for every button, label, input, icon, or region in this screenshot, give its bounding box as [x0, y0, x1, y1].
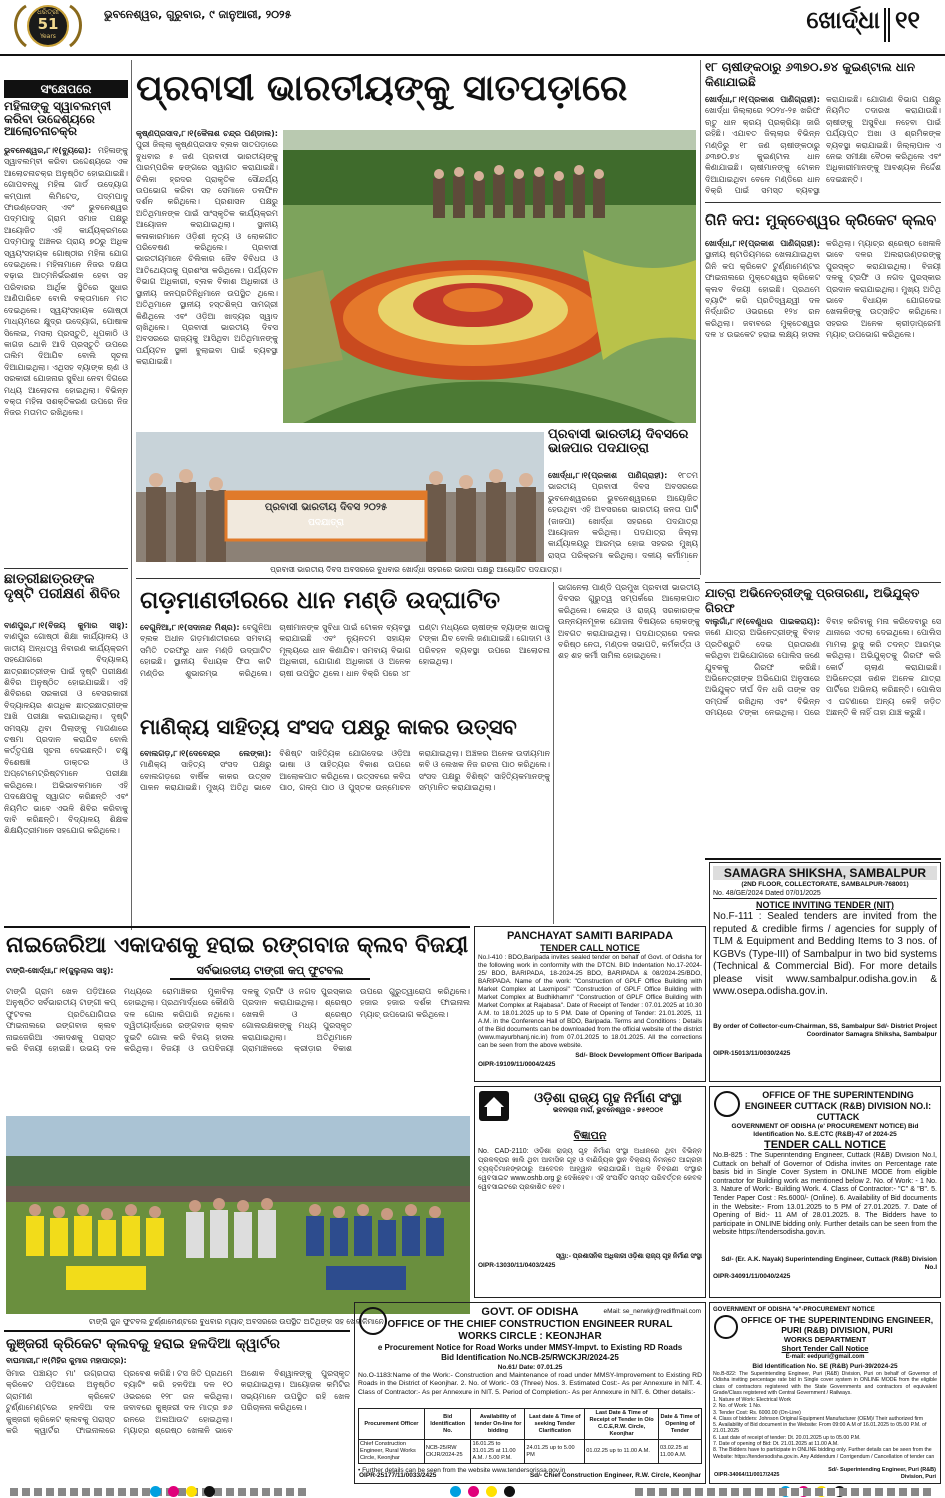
table-header-cell: Bid Identification No. — [424, 1409, 471, 1440]
ad-bid-id: Bid Identification No.NCB-25/RWCKJR/2024-25 — [441, 1353, 619, 1362]
brief-article — [4, 145, 128, 565]
ad-title-2: OFFICE OF THE CHIEF CONSTRUCTION ENGINEER RURAL WORKS CIRCLE : KEONJHAR — [387, 1319, 673, 1342]
registration-mark-icon — [468, 1486, 479, 1497]
tender-ad-panchayat-baripada — [474, 926, 706, 1082]
ad-detail-row: 5. Availability of Bid document in the Website: From 09:00 A.M of 16.01.2025 to 05.00 P.M. of 21.01.2025 — [713, 1422, 927, 1435]
ad-number: No.61/ Date: 07.01.25 — [497, 1364, 563, 1371]
table-cell: Chief Construction Engineer, Rural Works Circle, Keonjhar — [359, 1440, 425, 1464]
ad-bid-id: Bid Identification No. SE (R&B) Puri-39/2024-25 — [752, 1363, 898, 1370]
cricket2-headline: କୁଞ୍ଜରୀ କ୍ରିକେଟ କ୍ଲବକୁ ହରାଇ ହଳଦିଆ କ୍ୱାର୍ଟର — [6, 1336, 281, 1352]
garden-photo — [283, 130, 696, 423]
brief-headline: ମହିଳାଙ୍କୁ ସ୍ୱାବଲମ୍ବୀ କରିବା ଉଦ୍ଦେଶ୍ୟରେ ଆଲୋଚନାଚକ୍ର — [4, 100, 112, 139]
registration-mark-icon — [450, 1486, 461, 1497]
cricket2-dateline: ବାଘମାରୀ,୮।୧(ମିହିର କୁମାର ମହାପାତ୍ର): — [6, 1356, 127, 1365]
table-cell: 24.01.25 up to 5.00 PM — [525, 1440, 585, 1464]
ad-code: OIPR-25177/11/0033/2425 — [359, 1472, 437, 1479]
table-header-cell: Procurement Officer — [359, 1409, 425, 1440]
cricket1-dateline: ଖୋର୍ଦ୍ଧା,୮।୧(ପ୍ରକାଶ ପାଣିଗ୍ରାହୀ): — [705, 239, 820, 248]
ad-title: GOVT. OF ODISHA — [481, 1306, 579, 1318]
lead-headline: ପ୍ରବାସୀ ଭାରତୀୟଙ୍କୁ ସାତପଡ଼ାରେ — [136, 68, 628, 109]
ad-body: No.B-825 : The Superintending Engineer, Cuttack (R&B) Division No.I, Cuttack on behalf of Governor of Odisha invites on Percentage rate basis bid in Single Cover System in ONLINE MODE from eligible contractor for Building work as mentioned below 2. No. of Work: - 1 No. 3. Nature of Work:- Building Work. 4. Class of Contractor:- "C" & "B". 5. Tender Paper Cost : Rs.6000/- (Online). 6. Availability of Bid documents in the Website:- From 13.01.2025 to 5 PM of 27.01.2025. 7. Date of Opening of Bid:- 11 AM of 28.01.2025. 8. The Bidders have to participate in ONLINE bidding only. Further details can be seen from the website https://tendersodisha.gov.in. — [713, 1152, 937, 1237]
anniversary-badge-icon — [8, 2, 88, 50]
sahitya-body: ମାଣିକ୍ୟ ସାହିତ୍ୟ ସଂସଦ ପକ୍ଷରୁ ବୋଲଗଡ଼ରେ ବାର୍ଷିକ କାକର ଉତ୍ସବ ପାଳନ କରାଯାଇଛି। ମୁଖ୍ୟ ଅତିଥି ଭାବେ ବିଶିଷ୍ଟ ସାହିତ୍ୟିକ ଯୋଗଦେଇ ଓଡ଼ିଆ ଭାଷା ଓ ସାହିତ୍ୟର ବିକାଶ ଉପରେ ଆଲୋକପାତ କରିଥିଲେ। ଉତ୍ସବରେ କବିତା ପାଠ, ଗଳ୍ପ ପାଠ ଓ ପୁସ୍ତକ ଉନ୍ମୋଚନ କରାଯାଇଥିଲା। ଅଞ୍ଚଳର ଅନେକ ଉଦୀୟମାନ କବି ଓ ଲେଖକ ନିଜ ରଚନା ପାଠ କରିଥିଲେ। ସଂସଦ ପକ୍ଷରୁ ବିଶିଷ୍ଟ ସାହିତ୍ୟିକମାନଙ୍କୁ ସମ୍ମାନିତ କରାଯାଇଥିଲା। — [140, 749, 550, 793]
sahitya-dateline: ବୋଲଗଡ଼,୮।୧(ଦେବେନ୍ଦ୍ର ଲେଙ୍କା): — [140, 749, 272, 758]
ad-code: OIPR-19109/11/0004/2425 — [478, 1061, 556, 1068]
ad-notice: NOTICE INVITING TENDER (NIT) — [756, 900, 894, 910]
page-number: ୧୧ — [895, 6, 921, 34]
brief-headline-2: ଛାତ୍ରୀଛାତ୍ରଙ୍କ ଦୃଷ୍ଟି ପରୀକ୍ଷଣ ଶିବିର — [4, 572, 121, 602]
ad-code: OIPR-34064/11/0017/2425 — [714, 1472, 780, 1478]
ad-signature: Sd/- Block Development Officer Baripada — [575, 1052, 702, 1059]
badge-number: 51 — [37, 15, 59, 33]
ad-subtitle: WORKS DEPARTMENT — [783, 1335, 867, 1344]
ad-number: No. 48/GE/2024 Dated 07/01/2025 — [713, 889, 937, 899]
ad-note: • Further details can be seen from the website www.tendersorissa.gov.in — [358, 1467, 566, 1474]
ad-detail-rows — [713, 1397, 937, 1447]
cricket1-body: ସ୍ଥାନୀୟ ଷ୍ଟାଡିୟମରେ ଖେଳାଯାଇଥିବା ଗିନି କପ କ୍ରିକେଟ ଟୁର୍ଣ୍ଣାମେଣ୍ଟର ଫାଇନାଲରେ ମୁକ୍ତେଶ୍ୱର କ୍ରିକେଟ କ୍ଲବ ବିଜୟୀ ହୋଇଛି। ପ୍ରଥମେ ବ୍ୟାଟିଂ କରି ପ୍ରତିଦ୍ୱନ୍ଦ୍ୱୀ ଦଳ ନିର୍ଦ୍ଧାରିତ ଓଭରରେ ୧୨୪ ରନ କରିଥିଲା। ଜବାବରେ ମୁକ୍ତେଶ୍ୱର ଦଳ ୪ ଉଇକେଟ ହରାଇ ଲକ୍ଷ୍ୟ ହାସଲ କରିଥିଲା। ମ୍ୟାଚ୍‌ର ଶ୍ରେଷ୍ଠ ଖେଳାଳି ଭାବେ ଦଳର ଅଲରାଉଣ୍ଡରଙ୍କୁ ପୁରସ୍କୃତ କରାଯାଇଥିଲା। ବିଜୟୀ ଦଳକୁ ଟ୍ରଫି ଓ ନଗଦ ପୁରସ୍କାର ପ୍ରଦାନ କରାଯାଇଥିଲା। ମୁଖ୍ୟ ଅତିଥି ଭାବେ ବିଧାୟକ ଯୋଗଦେଇ ଖେଳାଳିଙ୍କୁ ଉତ୍ସାହିତ କରିଥିଲେ। ସହରର ଅନେକ କ୍ରୀଡ଼ାପ୍ରେମୀ ମ୍ୟାଚ୍ ଉପଭୋଗ କରିଥିଲେ। — [705, 239, 941, 340]
tender-schedule-table — [358, 1408, 702, 1464]
lead-article — [136, 128, 278, 428]
masthead — [0, 0, 945, 54]
yatra-headline: ଯାତ୍ରା ଅଭିନେତ୍ରୀଙ୍କୁ ପ୍ରତାରଣା, ଅଭିଯୁକ୍ତ ଗିରଫ — [705, 586, 920, 614]
issue-date: ଭୁବନେଶ୍ୱର, ଗୁରୁବାର, ୯ ଜାନୁଆରୀ, ୨୦୨୫ — [104, 8, 292, 21]
table-header-cell: Last date & Time of seeking Tender Clarification — [525, 1409, 585, 1440]
sahitya-headline: ମାଣିକ୍ୟ ସାହିତ୍ୟ ସଂସଦ ପକ୍ଷରୁ କାକର ଉତ୍ସବ — [140, 715, 517, 739]
ad-body: No.B-822: The Superintending Engineer, Puri (R&B) Division, Puri on behalf of Governor of Odisha inviting percentage rate bid in Single cover system in ONLINE MODE from the eligible class of contractors registered with the State Governments and contractors of equivalent Grade/Class registered with Central Government / Railways. — [713, 1371, 937, 1396]
ad-email: E-mail: eedpuri@gmail.com — [785, 1354, 865, 1360]
padayatra-article-continued: ଭାଗନେଲା ପାଣ୍ଡି ପ୍ରମୁଖ ପ୍ରବାସୀ ଭାରତୀୟ ଦିବସର ଗୁରୁତ୍ୱ ସମ୍ପର୍କରେ ଆଲୋକପାତ କରିଥିଲେ। କେନ୍ଦ୍ର ଓ ରାଜ୍ୟ ସରକାରଙ୍କ ଉନ୍ନୟନମୂଳକ ଯୋଜନା ବିଷୟରେ ଲୋକଙ୍କୁ ଅବଗତ କରାଯାଇଥିଲା। ପଦଯାତ୍ରାରେ ଦଳର ବରିଷ୍ଠ ନେତା, ମଣ୍ଡଳ ସଭାପତି, କର୍ମକର୍ତ୍ତା ଓ ଶହ ଶହ କର୍ମୀ ସାମିଲ ହୋଇଥିଲେ। — [558, 583, 700, 661]
tender-ad-puri-rb — [709, 1302, 941, 1484]
registration-mark-icon — [168, 1486, 179, 1497]
badge-sub-text: Years — [40, 33, 56, 40]
ad-body: No.O-1183:Name of the Work:- Construction and Maintenance of road under MMSY-Improvement to Existing RD Roads in the District of Keonjhar. 2. No. of Work:- 03 (Three) Nos. 3. Estimated Cost:- As per Annexure in NIT. 4. Class of Contractor:- As per Annexure in NIT. 5. Period of Completion:- As per Annexure in NIT. 6. Other details:- — [358, 1372, 702, 1396]
ad-detail-row: 4. Class of bidders: Johnson Original Equipment Manufacturer (OEM)/ Their authorized firm — [713, 1415, 924, 1422]
registration-mark-icon — [504, 1486, 515, 1497]
tender-ad-cuttack-rb — [709, 1086, 941, 1298]
ad-signature: ସ୍ୱା:- ପ୍ରଶାସନିକ ଅଧିକାରୀ ଓଡ଼ିଶା ରାଜ୍ୟ ଗୃହ ନିର୍ମାଣ ସଂସ୍ଥା — [555, 1253, 702, 1260]
odisha-emblem-icon — [359, 1307, 387, 1335]
mandi-body: ବେଗୁନିଆ ବ୍ଲକ ଅଧୀନ ଗଡ଼ମାଣତୀରରେ ସମବାୟ ସମିତି ତରଫରୁ ଧାନ ମଣ୍ଡି ଉଦ୍‌ଘାଟିତ ହୋଇଛି। ସ୍ଥାନୀୟ ବିଧାୟକ ଫିତା କାଟି ମଣ୍ଡିର ଶୁଭାରମ୍ଭ କରିଥିଲେ। ଚାଷୀମାନଙ୍କ ସୁବିଧା ପାଇଁ ଟୋକନ ବ୍ୟବସ୍ଥା କରାଯାଇଛି ଏବଂ ନ୍ୟୁନତମ ସହାୟକ ମୂଲ୍ୟରେ ଧାନ କିଣାଯିବ। ସମବାୟ ବିଭାଗ ଅଧିକାରୀ, ଯୋଗାଣ ଅଧିକାରୀ ଓ ଅନେକ ଚାଷୀ ଉପସ୍ଥିତ ଥିଲେ। ଧାନ ବିକ୍ରି ପରେ ୪୮ ଘଣ୍ଟା ମଧ୍ୟରେ ଚାଷୀଙ୍କ ବ୍ୟାଙ୍କ ଖାତାକୁ ଟଙ୍କା ଯିବ ବୋଲି ଜଣାଯାଇଛି। ଗୋଦାମ ଓ ପରିବହନ ବ୍ୟବସ୍ଥା ଉପରେ ଆଲୋଚନା ହୋଇଥିଲା। — [140, 623, 550, 678]
ad-top-line: GOVERNMENT OF ODISHA "e"-PROCUREMENT NOTICE — [713, 1307, 875, 1313]
lead-body: ପୁରୀ ଜିଲ୍ଲା କୃଷ୍ଣପ୍ରସାଦ ବ୍ଲକ ସାତପଡ଼ାରେ ବୁଧବାର ୫ ଜଣ ପ୍ରବାସୀ ଭାରତୀୟଙ୍କୁ ପାରମ୍ପରିକ ଢଙ୍ଗରେ ସ୍ୱାଗତ କରାଯାଇଛି। ଚିଲିକା ହ୍ରଦର ପ୍ରାକୃତିକ ସୌନ୍ଦର୍ଯ୍ୟ ଉପଭୋଗ କରିବା ସହ ସେମାନେ ଡଲଫିନ ଦର୍ଶନ କରିଥିଲେ। ପ୍ରଶାସନ ପକ୍ଷରୁ ଅତିଥିମାନଙ୍କ ପାଇଁ ସାଂସ୍କୃତିକ କାର୍ଯ୍ୟକ୍ରମ ଆୟୋଜନ କରାଯାଇଥିଲା। ସ୍ଥାନୀୟ କଳାକାରମାନେ ଓଡ଼ିଶୀ ନୃତ୍ୟ ଓ ଲୋକଗୀତ ପରିବେଷଣ କରିଥିଲେ। ପ୍ରବାସୀ ଭାରତୀୟମାନେ ଚିଲିକାର ଜୈବ ବିବିଧତା ଓ ଆତିଥେୟତାକୁ ପ୍ରଶଂସା କରିଥିଲେ। ପର୍ଯ୍ୟଟନ ବିଭାଗ ଅଧିକାରୀ, ବ୍ଲକ ବିକାଶ ଅଧିକାରୀ ଓ ସ୍ଥାନୀୟ ଜନପ୍ରତିନିଧିମାନେ ଉପସ୍ଥିତ ଥିଲେ। ଅତିଥିମାନେ ସ୍ଥାନୀୟ ହସ୍ତଶିଳ୍ପ ସାମଗ୍ରୀ କିଣିଥିଲେ ଏବଂ ଓଡ଼ିଆ ଖାଦ୍ୟର ସ୍ୱାଦ ଚାଖିଥିଲେ। ପ୍ରବାସୀ ଭାରତୀୟ ଦିବସ ଅବସରରେ ରାଜ୍ୟକୁ ଆସିଥିବା ଅତିଥିମାନଙ୍କୁ ପର୍ଯ୍ୟଟନ ସ୍ଥଳୀ ବୁଲାଇବା ପାଇଁ ବ୍ୟବସ୍ଥା କରାଯାଇଛି। — [136, 140, 278, 367]
table-header-cell: Availability of tender On-line for bidding — [471, 1409, 525, 1440]
registration-mark-icon — [150, 1486, 161, 1497]
ad-title: OFFICE OF THE SUPERINTENDING ENGINEER CUTTACK (R&B) DIVISION NO.I: CUTTACK — [744, 1090, 932, 1122]
cricket1-headline: ଗିନି କପ: ମୁକ୍ତେଶ୍ୱର କ୍ରିକେଟ କ୍ଲବ — [705, 211, 937, 229]
ad-body: No.I-410 : BDO,Baripada invites sealed tender on behalf of Govt. of Odisha for the following work in conformity with the DTCN. BID Indentation No.17-2024-25/ BDO, BARIPADA, 18-2024-25 BDO, BARIPADA & 08/2024-25/BDO, BARIPADA. Name of the work: "Construction of GPLF Office Building with Market Complex at Laxmiposi" "Construction of GPLF Office Building with Market Complex at Budhikhamri" "Construction of GPLF Office Building with Market Complex at Rajabasa". Date of Receipt of Tender : 07.01.2025 at 10.30 A.M. to 18.01.2025 up to 5 PM. Date of Opening of Tender: 21.01.2025, 11 A.M. in the Conference Hall of BDO, Baripada. Terms and Conditions : Details of the Bid documents can be downloaded from the official website of the district (www.mayurbhanj.nic.in) from 07.01.2025 to 18.01.2025. All the corrections can be seen from the above website. — [478, 954, 702, 1049]
padayatra-dateline: ଖୋର୍ଦ୍ଧା,୮।୧(ପ୍ରକାଶ ପାଣିଗ୍ରାହୀ): — [548, 471, 668, 480]
ad-subtitle: e Procurement Notice for Road Works under MMSY-Impvt. to Existing RD Roads — [377, 1343, 683, 1352]
ad-address: (2ND FLOOR, COLLECTORATE, SAMBALPUR-768001) — [741, 881, 909, 888]
padayatra-headline: ପ୍ରବାସୀ ଭାରତୀୟ ଦିବସରେ ଭାଜପାର ପଦଯାତ୍ରା — [548, 428, 689, 456]
ad-body: No.F-111 : Sealed tenders are invited from the reputed & credible firms / agencies for supply of TLM & Equipment and Bedding Items to 3 nos. of KGBVs (Type-III) of Sambalpur in two bid systems (Technical & Commercial Bid). For more details please visit www.sambalpur.odisha.gov.in & www.osepa.odisha.gov.in. — [713, 911, 937, 997]
table-header-cell: Date & Time of Opening of Tender — [658, 1409, 701, 1440]
brief-dateline: ଭୁବନେଶ୍ୱର,୮।୧(ବ୍ୟୁରୋ): — [4, 146, 92, 155]
football-article: ଟାଙ୍ଗି ଗ୍ରାମ ଖେଳ ପଡ଼ିଆରେ ଅନୁଷ୍ଠିତ ସର୍ବଭାରତୀୟ ଟାଙ୍ଗୀ କପ୍ ଫୁଟବଲ ପ୍ରତିଯୋଗିତାର ଫାଇନାଲରେ ରଙ୍ଗବାଜ କ୍ଲବ ନାଇଜେରିଆ ଏକାଦଶକୁ ପରାସ୍ତ କରି ବିଜୟୀ ହୋଇଛି। ଉଭୟ ଦଳ ମଧ୍ୟରେ ରୋମାଞ୍ଚକର ମୁକାବିଲା ହୋଇଥିଲା। ପ୍ରଥମାର୍ଦ୍ଧରେ କୌଣସି ଦଳ ଗୋଲ କରିପାରି ନଥିଲେ। ଦ୍ୱିତୀୟାର୍ଦ୍ଧରେ ରଙ୍ଗବାଜ କ୍ଲବ ଦୁଇଟି ଗୋଲ କରି ବିଜୟ ହାସଲ କରିଥିଲା। ବିଜୟୀ ଓ ଉପବିଜୟୀ ଦଳକୁ ଟ୍ରଫି ଓ ନଗଦ ପୁରସ୍କାର ପ୍ରଦାନ କରାଯାଇଥିଲା। ଶ୍ରେଷ୍ଠ ଖେଳାଳି ଓ ଶ୍ରେଷ୍ଠ ଗୋଲରକ୍ଷକଙ୍କୁ ମଧ୍ୟ ପୁରସ୍କୃତ କରାଯାଇଥିଲା। ଅତିଥିମାନେ ଗ୍ରାମାଞ୍ଚଳରେ କ୍ରୀଡ଼ାର ବିକାଶ ଉପରେ ଗୁରୁତ୍ୱାରୋପ କରିଥିଲେ। ହଜାର ହଜାର ଦର୍ଶକ ଫାଇନାଲ ମ୍ୟାଚ୍ ଉପଭୋଗ କରିଥିଲେ। — [6, 987, 470, 1054]
table-cell: 01.02.25 up to 11.00 A.M. — [585, 1440, 659, 1464]
table-cell: 16.01.25 to 31.01.25 at 11.00 A.M. / 5.00 P.M. — [471, 1440, 525, 1464]
rally-photo-caption: ପ୍ରବାସୀ ଭାରତୀୟ ଦିବସ ଅବସରରେ ବୁଧବାର ଖୋର୍ଦ୍ଧା ସହରରେ ଭାଜପା ପକ୍ଷରୁ ଆୟୋଜିତ ପଦଯାତ୍ରା। — [270, 565, 562, 574]
odisha-emblem-icon — [714, 1315, 738, 1339]
table-header-cell: Last Date & Time of Receipt of Tender in O/o C.C.E,R.W. Circle, Keonjhar — [585, 1409, 659, 1440]
registration-mark-icon — [486, 1486, 497, 1497]
sahitya-article — [140, 748, 550, 848]
printer-color-strip — [0, 1486, 945, 1498]
football-subhead: ସର୍ବଭାରତୀୟ ଟାଙ୍ଗୀ କପ୍ ଫୁଟବଲ — [170, 964, 370, 980]
yatra-body: ଜଣେ ଯାତ୍ରା ଅଭିନେତ୍ରୀଙ୍କୁ ବିବାହ ପ୍ରତିଶ୍ରୁତି ଦେଇ ପ୍ରତାରଣା କରିଥିବା ଅଭିଯୋଗରେ ପୋଲିସ ଜଣେ ଯୁବକକୁ ଗିରଫ କରିଛି। ଅଭିନେତ୍ରୀଙ୍କ ଅଭିଯୋଗ ଅନୁସାରେ ଅଭିଯୁକ୍ତ ଦୀର୍ଘ ଦିନ ଧରି ତାଙ୍କ ସହ ସମ୍ପର୍କ ରଖିଥିଲା ଏବଂ ବିଭିନ୍ନ ସମୟରେ ଟଙ୍କା ନେଇଥିଲା। ପରେ ବିବାହ କରିବାକୁ ମନା କରିଦେବାରୁ ସେ ଥାନାରେ ଏତଲା ଦେଇଥିଲେ। ପୋଲିସ ମାମଲା ରୁଜୁ କରି ତଦନ୍ତ ଆରମ୍ଭ କରିଥିଲା। ଅଭିଯୁକ୍ତକୁ ଗିରଫ କରି କୋର୍ଟ ଚାଲାଣ କରାଯାଇଛି। ଅଭିନେତ୍ରୀ ଜଣକ ଅନେକ ଯାତ୍ରା ପାର୍ଟିରେ ଅଭିନୟ କରିଛନ୍ତି। ପୋଲିସ ଏ ଘଟଣାରେ ଅନ୍ୟ କେହି ଜଡ଼ିତ ଅଛନ୍ତି କି ନାହିଁ ତାହା ଯାଞ୍ଚ କରୁଛି। — [705, 617, 941, 718]
ad-detail-row: 7. Date of opening of Bid: Dt. 21.01.2025 at 11.00 A.M. — [713, 1441, 839, 1448]
section-name: ଖୋର୍ଦ୍ଧା — [806, 6, 880, 34]
ad-odisha-housing-board — [474, 1086, 706, 1298]
ad-subtitle: TENDER CALL NOTICE — [540, 943, 640, 953]
odisha-emblem-icon — [714, 1091, 740, 1117]
ad-signature: Sd/- (Er. A.K. Nayak) Superintending Engineer, Cuttack (R&B) Division No.I — [721, 1256, 937, 1271]
ad-note: 8. The Bidders have to participate in ONLINE bidding only. Further details can be seen from the Website: https://tendersodisha.gov.in. Any Addendum / Corrigendum / Cancellation of tender can — [713, 1447, 935, 1460]
brief-article-2 — [4, 620, 128, 930]
ad-signature: By order of Collector-cum-Chairman, SS, Sambalpur Sd/- District Project Coordinator Samagra Shiksha, Sambalpur — [713, 1023, 937, 1038]
ad-detail-row: 2. No. of Work: 1 No. — [713, 1403, 762, 1410]
tender-ad-keonjhar-rw — [354, 1302, 706, 1484]
football-dateline: ଟାଙ୍ଗି-ଖୋର୍ଦ୍ଧା,୮।୧(ଜୁଲୁଲାଲ ସାହୁ): — [6, 966, 114, 975]
housing-emblem-icon — [479, 1091, 509, 1121]
table-cell: NCB-25/RW CKJR/2024-25 — [424, 1440, 471, 1464]
ad-code: OIPR-34091/11/0040/2425 — [713, 1273, 791, 1280]
banner-subtext: ପଦଯାତ୍ରା — [308, 518, 344, 528]
registration-mark-icon — [204, 1486, 215, 1497]
ad-title: OFFICE OF THE SUPERINTENDING ENGINEER, PURI (R&B) DIVISION, PURI — [740, 1315, 934, 1335]
ad-detail-row: 1. Nature of Work: Electrical Work — [713, 1397, 791, 1403]
mandi-article — [140, 622, 550, 708]
ad-signature: Sd/- Chief Construction Engineer, R.W. Circle, Keonjhar — [529, 1472, 701, 1479]
ad-detail-row: 3. Tender Cost: Rs. 6000.00 (On-Line) — [713, 1409, 801, 1416]
football-team-photo — [6, 1116, 470, 1314]
badge-top-text: ଧରିତ୍ରୀ — [37, 8, 59, 16]
crop-headline: ୧୮ ଚାଷୀଙ୍କଠାରୁ ୬୩୭୦.୭୪ କୁଇଣ୍ଟାଲ ଧାନ କିଣାଯାଇଛି — [705, 60, 916, 89]
ad-email: eMail: se_nerwkjr@rediffmail.com — [603, 1308, 701, 1315]
yatra-article — [705, 616, 941, 854]
brief-dateline-2: ବାଣପୁର,୮।୧(ବିଜୟ କୁମାର ସାହୁ): — [4, 621, 128, 630]
ad-code: OIPR-13030/11/0403/2425 — [478, 1262, 556, 1269]
ad-code: OIPR-15013/11/0030/2425 — [713, 1050, 791, 1057]
ad-detail-row: 6. Last date of receipt of tender: Dt. 20.01.2025 up to 05.00 P.M. — [713, 1434, 861, 1441]
cricket1-article — [705, 238, 941, 580]
banner-text: ପ୍ରବାସୀ ଭାରତୀୟ ଦିବସ ୨୦୨୫ — [264, 502, 388, 513]
football-headline: ନାଇଜେରିଆ ଏକାଦଶକୁ ହରାଇ ରଙ୍ଗବାଜ କ୍ଲବ ବିଜୟୀ — [6, 933, 469, 958]
ad-subtitle: GOVERNMENT OF ODISHA (e' PROCUREMENT NOTICE) Bid Identification No. S.E.CTC (R&B)-47 of 2024-25 — [731, 1123, 919, 1138]
registration-mark-icon — [186, 1486, 197, 1497]
table-cell: 03.02.25 at 11.00 A.M. — [658, 1440, 701, 1464]
ad-title: PANCHAYAT SAMITI BARIPADA — [506, 930, 674, 942]
padayatra-article — [548, 470, 698, 562]
mandi-dateline: ବେଗୁନିଆ,୮।୧(ସଦାନନ୍ଦ ମିଶ୍ର): — [140, 623, 240, 632]
rally-photo — [136, 432, 544, 562]
tender-ad-samagra-shiksha — [709, 862, 941, 1082]
ad-title: ଓଡ଼ିଶା ରାଜ୍ୟ ଗୃହ ନିର୍ମାଣ ସଂସ୍ଥା — [534, 1090, 682, 1105]
ad-body: No. CAD-2110: ଓଡ଼ିଶା ରାଜ୍ୟ ଗୃହ ନିର୍ମାଣ ସଂସ୍ଥା ଅଧୀନରେ ଥିବା ବିଭିନ୍ନ ପ୍ରକଳ୍ପର ଖାଲି ଥିବା ଆବାସିକ ଗୃହ ଓ ବାଣିଜ୍ୟିକ ସ୍ଥାନ ବିକ୍ରୟ ନିମନ୍ତେ ଆଗ୍ରହୀ ବ୍ୟକ୍ତିମାନଙ୍କଠାରୁ ଆବେଦନ ଆହ୍ୱାନ କରାଯାଉଛି। ଅଧିକ ବିବରଣୀ ସଂସ୍ଥାର ୱେବସାଇଟ www.oshb.org ରୁ ଦେଖିହେବ। ଏହି ସଂପର୍କିତ ସମସ୍ତ ପରିବର୍ତ୍ତନ କେବଳ ୱେବସାଇଟରେ ପ୍ରକାଶିତ ହେବ। — [478, 1148, 702, 1191]
ad-address: ଭବନରାଜ ମାର୍ଗ, ଭୁବନେଶ୍ୱର - ୭୫୧୦୦୧ — [552, 1107, 664, 1114]
brief-body-2: ବାଣପୁର ଗୋଷ୍ଠୀ ଶିକ୍ଷା କାର୍ଯ୍ୟାଳୟ ଓ ଜାତୀୟ ଅନ୍ଧତ୍ୱ ନିବାରଣ କାର୍ଯ୍ୟକ୍ରମ ସହଯୋଗରେ ବିଦ୍ୟାଳୟ ଛାତ୍ରଛାତ୍ରୀଙ୍କ ପାଇଁ ଦୃଷ୍ଟି ପରୀକ୍ଷଣ ଶିବିର ଅନୁଷ୍ଠିତ ହୋଇଯାଇଛି। ଏହି ଶିବିରରେ ସରକାରୀ ଓ ବେସରକାରୀ ବିଦ୍ୟାଳୟର ଶତାଧିକ ଛାତ୍ରଛାତ୍ରୀଙ୍କ ଆଖି ପରୀକ୍ଷା କରାଯାଇଥିଲା। ଦୃଷ୍ଟି ସମସ୍ୟା ଥିବା ପିଲାଙ୍କୁ ମାଗଣାରେ ଚଷମା ପ୍ରଦାନ କରାଯିବ ବୋଲି କର୍ତ୍ତୃପକ୍ଷ ସୂଚନା ଦେଇଛନ୍ତି। ଚକ୍ଷୁ ବିଶେଷଜ୍ଞ ଡାକ୍ତର ଓ ଅପ୍ଟୋମେଟ୍ରିଷ୍ଟମାନେ ପରୀକ୍ଷା କରିଥିଲେ। ଅଭିଭାବକମାନେ ଏହି ପଦକ୍ଷେପକୁ ସ୍ୱାଗତ କରିଛନ୍ତି ଏବଂ ନିୟମିତ ଭାବେ ଏଭଳି ଶିବିର କରିବାକୁ ଦାବି କରିଛନ୍ତି। ବିଦ୍ୟାଳୟ ଶିକ୍ଷକ ଶିକ୍ଷୟିତ୍ରୀମାନେ ସହଯୋଗ କରିଥିଲେ। — [4, 632, 128, 836]
football-photo-caption: ଟାଙ୍ଗି ଜୁନ ଫୁଟବଲ ଟୁର୍ଣ୍ଣାମେଣ୍ଟରେ ବୁଧବାର ମ୍ୟାଚ୍ ଅବସରରେ ଉପସ୍ଥିତ ଅତିଥିଙ୍କ ସହ ଖେଳାଳିମାନେ। — [88, 1317, 388, 1326]
cricket2-article: ସିମାର ପଞ୍ଚାୟତ ମା' ଉଗ୍ରତାରା କ୍ରିକେଟ ପଡ଼ିଆରେ ଅନୁଷ୍ଠିତ ଗ୍ରାମୀଣ କ୍ରିକେଟ ଟୁର୍ଣ୍ଣାମେଣ୍ଟରେ ହଳଦିଆ ଦଳ କୁଞ୍ଜରୀ କ୍ରିକେଟ କ୍ଲବକୁ ପରାସ୍ତ କରି କ୍ୱାର୍ଟର ଫାଇନାଲରେ ପ୍ରବେଶ କରିଛି। ଟସ ଜିତି ପ୍ରଥମେ ବ୍ୟାଟିଂ କରି ହଳଦିଆ ଦଳ ୧୦ ଓଭରରେ ୧୨୮ ରନ କରିଥିଲା। ଜବାବରେ କୁଞ୍ଜରୀ ଦଳ ମାତ୍ର ୭୬ ରନରେ ଅଲଆଉଟ ହୋଇଥିଲା। ମ୍ୟାଚ୍‌ର ଶ୍ରେଷ୍ଠ ଖେଳାଳି ଭାବେ ଅଶୋକ ବିଶ୍ୱାଳଙ୍କୁ ପୁରସ୍କୃତ କରାଯାଇଥିଲା। ଆୟୋଜକ କମିଟିର ସଭ୍ୟମାନେ ଉପସ୍ଥିତ ରହି ଖେଳ ପରିଚାଳନା କରିଥିଲେ। — [6, 1369, 350, 1436]
crop-body: ଖୋର୍ଦ୍ଧା ଜିଲ୍ଲାରେ ୨୦୨୪-୨୫ ଖରିଫ ଋତୁ ଧାନ କ୍ରୟ ପ୍ରକ୍ରିୟା ଜାରି ରହିଛି। ଏଯାବତ ଜିଲ୍ଲାର ବିଭିନ୍ନ ମଣ୍ଡିରୁ ୧୮ ଜଣ ଚାଷୀଙ୍କଠାରୁ ୬୩୭୦.୭୪ କୁଇଣ୍ଟାଲ ଧାନ କିଣାଯାଇଛି। ଚାଷୀମାନଙ୍କୁ ଟୋକନ ଦିଆଯାଇଥିବା ବେଳେ ମଣ୍ଡିରେ ଧାନ ବିକ୍ରି ପାଇଁ ସମସ୍ତ ବ୍ୟବସ୍ଥା କରାଯାଇଛି। ଯୋଗାଣ ବିଭାଗ ପକ୍ଷରୁ ନିୟମିତ ତଦାରଖ କରାଯାଉଛି। ଚାଷୀଙ୍କୁ ଅସୁବିଧା ନହେବା ପାଇଁ ପର୍ଯ୍ୟାପ୍ତ ଅଖା ଓ ଶ୍ରମିକଙ୍କ ବ୍ୟବସ୍ଥା କରାଯାଇଛି। ଜିଲ୍ଲାପାଳ ଏ ନେଇ ସମୀକ୍ଷା ବୈଠକ କରିଥିଲେ ଏବଂ ଅଧିକାରୀମାନଙ୍କୁ ଆବଶ୍ୟକ ନିର୍ଦ୍ଦେଶ ଦେଇଛନ୍ତି। — [705, 95, 941, 196]
brief-label: ସଂକ୍ଷେପରେ — [4, 80, 128, 98]
ad-subtitle: ବିଜ୍ଞାପନ — [573, 1130, 607, 1142]
ad-notice: TENDER CALL NOTICE — [763, 1139, 887, 1151]
crop-dateline: ଖୋର୍ଦ୍ଧା,୮।୧(ପ୍ରକାଶ ପାଣିଗ୍ରାହୀ): — [705, 95, 820, 104]
yatra-dateline: ବାଲୁଗାଁ,୮।୧(ବେଣୁଧର ପାଇକରାୟ): — [705, 617, 820, 626]
mandi-headline: ଗଡ଼ମାଣତୀରରେ ଧାନ ମଣ୍ଡି ଉଦ୍‌ଘାଟିତ — [140, 586, 501, 614]
crop-article — [705, 94, 941, 198]
brief-body: ମହିଳାଙ୍କୁ ସ୍ୱାବଲମ୍ବୀ କରିବା ଉଦ୍ଦେଶ୍ୟରେ ଏକ ଆଲୋଚନାଚକ୍ର ଅନୁଷ୍ଠିତ ହୋଇଯାଇଛି। ଗୋପବନ୍ଧୁ ମହିଳା ଗାର୍ଡ ଉଦ୍ୟୋଗ କମ୍ପାନୀ ଲିମିଟେଡ୍, ପଦ୍ମପାଦୁ ଫାଉଣ୍ଡେସନ୍ ଏବଂ ଭୁବନେଶ୍ୱର ପଦ୍ମପାଦୁ ଗ୍ରାମ ସମାଜ ପକ୍ଷରୁ ଆୟୋଜିତ ଏହି କାର୍ଯ୍ୟକ୍ରମରେ ପଦ୍ମପାଦୁ ଅଞ୍ଚଳର ପ୍ରାୟ ୭୦ରୁ ଅଧିକ ସ୍ୱୟଂସହାୟକ ଗୋଷ୍ଠୀର ମହିଳା ଯୋଗ ଦେଇଥିଲେ। ମହିଳାମାନେ ନିଜର ଦକ୍ଷତା ବଢ଼ାଇ ଆତ୍ମନିର୍ଭରଶୀଳ ହେବା ସହ ପରିବାରର ଆର୍ଥିକ ସ୍ଥିତିରେ ସୁଧାର ଆଣିପାରିବେ ବୋଲି ବକ୍ତାମାନେ ମତ ଦେଇଥିଲେ। ସ୍ୱୟଂସହାୟକ ଗୋଷ୍ଠୀ ମାଧ୍ୟମରେ କ୍ଷୁଦ୍ର ଉଦ୍ୟୋଗ, ପୋଷାକ ସିଲେଇ, ମସଲା ପ୍ରସ୍ତୁତି, ଧୂପକାଠି ଓ କାଗଜ ଥୋଳି ଆଦି ପ୍ରସ୍ତୁତି ଉପରେ ତାଲିମ ଦିଆଯିବ ବୋଲି ସୂଚନା ଦିଆଯାଇଥିଲା। ଏଥିସହ ବ୍ୟାଙ୍କ ଋଣ ଓ ସରକାରୀ ଯୋଜନାର ସୁବିଧା ନେବା ଦିଗରେ ମଧ୍ୟ ଆଲୋଚନା ହୋଇଥିଲା। ବିଭିନ୍ନ ବକ୍ତା ମହିଳା ସଶକ୍ତିକରଣ ଉପରେ ନିଜ ନିଜର ମତାମତ ରଖିଥିଲେ। — [4, 146, 128, 418]
ad-title: SAMAGRA SHIKSHA, SAMBALPUR — [713, 866, 937, 880]
lead-dateline: କୃଷ୍ଣପ୍ରସାଦ,୮।୧(କୈଳାଶ ଚନ୍ଦ୍ର ପଣ୍ଡାଲ): — [136, 129, 278, 138]
ad-signature: Sd/- Superintending Engineer, Puri (R&B) Division, Puri — [828, 1467, 936, 1480]
padayatra-body: ୧୮ତମ ଭାରତୀୟ ପ୍ରବାସୀ ଦିବସ ଅବସରରେ ଭୁବନେଶ୍ୱରରେ ଭୁବନେଶ୍ୱରରେ ଆୟୋଜିତ ହେଉଥିବା ଏହି ଅବସରରେ ଭାରତୀୟ ଜନତା ପାର୍ଟି (ଜାଜପା) ଖୋର୍ଦ୍ଧା ସହରରେ ପଦଯାତ୍ରା ଆୟୋଜନ କରିଥିଲା। ପଦଯାତ୍ରା ଜିଲ୍ଲା କାର୍ଯ୍ୟାଳୟରୁ ଆରମ୍ଭ ହୋଇ ସହରର ମୁଖ୍ୟ ରାସ୍ତା ପରିକ୍ରମା କରିଥିଲା। ଦଳୀୟ କର୍ମୀମାନେ — [548, 471, 698, 560]
ad-notice: Short Tender Call Notice — [781, 1344, 869, 1353]
